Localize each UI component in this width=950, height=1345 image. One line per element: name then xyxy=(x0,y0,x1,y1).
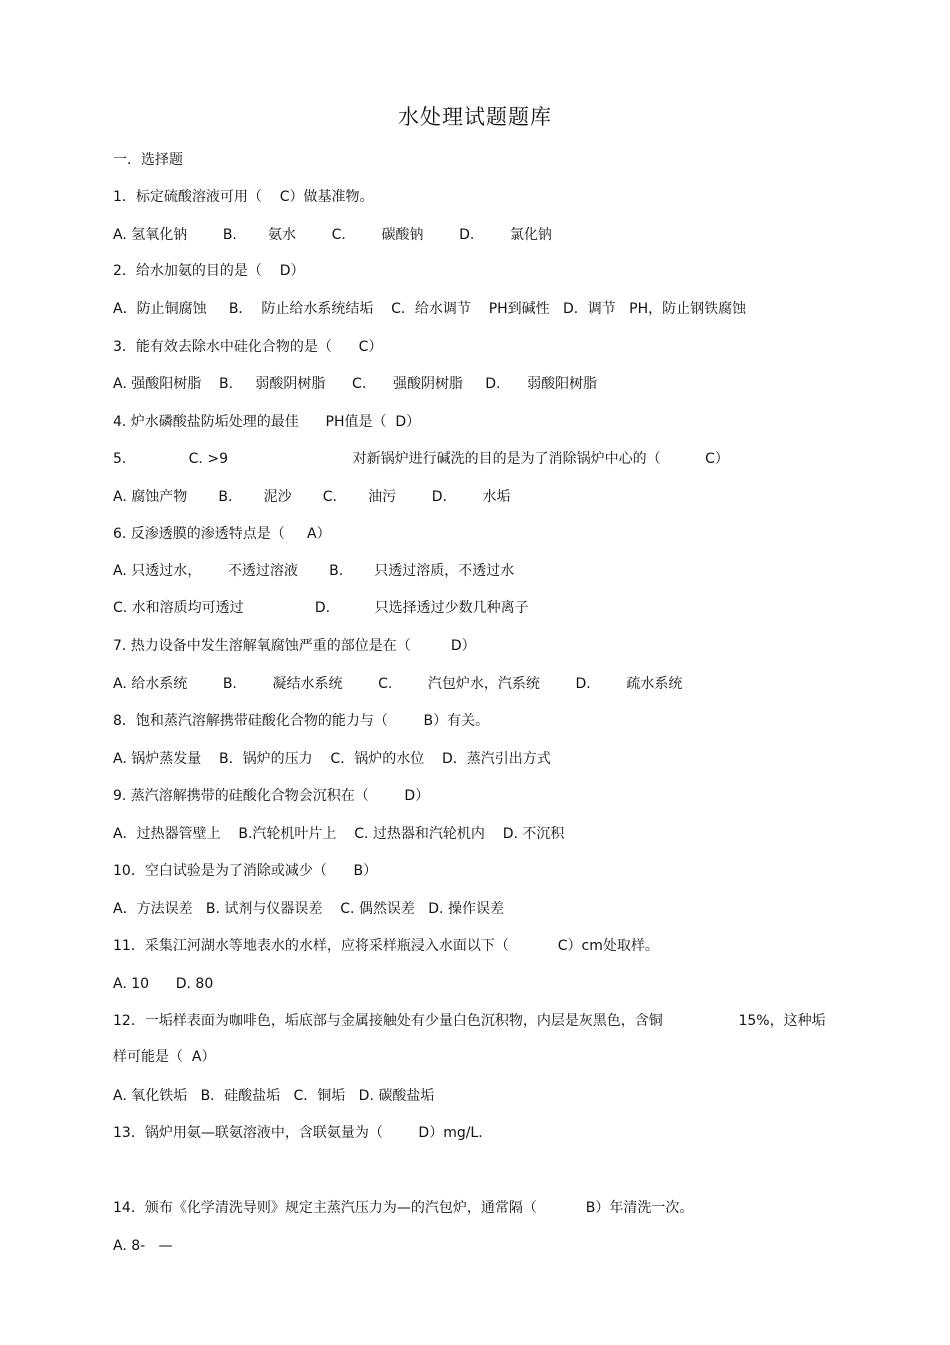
options-2: A．防止铜腐蚀 B． 防止给水系统结垢 C．给水调节 PH到碱性 D．调节 PH，防止钢铁腐蚀 xyxy=(113,301,747,317)
options-7: A. 给水系统 B. 凝结水系统 C. 汽包炉水，汽系统 D. 疏水系统 xyxy=(113,676,683,692)
options-6b: C. 水和溶质均可透过 D. 只选择透过少数几种离子 xyxy=(113,600,529,616)
options-10: A．方法误差 B. 试剂与仪器误差 C. 偶然误差 D. 操作误差 xyxy=(113,901,504,917)
question-2: 2．给水加氨的目的是（ D） xyxy=(113,263,305,279)
question-12: 12．一垢样表面为咖啡色，垢底部与金属接触处有少量白色沉积物，内层是灰黑色，含铜 15%，这种垢 xyxy=(113,1013,826,1029)
options-3: A. 强酸阳树脂 B. 弱酸阴树脂 C. 强酸阴树脂 D. 弱酸阳树脂 xyxy=(113,376,598,392)
options-14: A. 8- — xyxy=(113,1238,173,1254)
question-4: 4. 炉水磷酸盐防垢处理的最佳 PH值是（ D） xyxy=(113,414,421,430)
question-3: 3．能有效去除水中硅化合物的是（ C） xyxy=(113,339,383,355)
question-13: 13．锅炉用氨—联氨溶液中，含联氨量为（ D）mg/L. xyxy=(113,1125,483,1141)
question-5: 5. C. >9 对新锅炉进行碱洗的目的是为了消除锅炉中心的（ C） xyxy=(113,451,729,467)
question-14: 14．颁布《化学清洗导则》规定主蒸汽压力为—的汽包炉，通常隔（ B）年清洗一次。 xyxy=(113,1200,694,1216)
question-9: 9. 蒸汽溶解携带的硅酸化合物会沉积在（ D） xyxy=(113,788,430,804)
question-8: 8．饱和蒸汽溶解携带硅酸化合物的能力与（ B）有关。 xyxy=(113,713,490,729)
options-6a: A. 只透过水， 不透过溶液 B. 只透过溶质，不透过水 xyxy=(113,563,515,579)
section-heading: 一．选择题 xyxy=(113,152,183,168)
question-6: 6. 反渗透膜的渗透特点是（ A） xyxy=(113,526,331,542)
options-8: A. 锅炉蒸发量 B．锅炉的压力 C．锅炉的水位 D．蒸汽引出方式 xyxy=(113,751,551,767)
options-9: A．过热器管壁上 B.汽轮机叶片上 C. 过热器和汽轮机内 D. 不沉积 xyxy=(113,826,565,842)
options-12: A. 氧化铁垢 B．硅酸盐垢 C．铜垢 D. 碳酸盐垢 xyxy=(113,1088,435,1104)
question-7: 7. 热力设备中发生溶解氧腐蚀严重的部位是在（ D） xyxy=(113,638,476,654)
options-11: A. 10 D. 80 xyxy=(113,976,214,992)
question-11: 11．采集江河湖水等地表水的水样，应将采样瓶浸入水面以下（ C）cm处取样。 xyxy=(113,938,659,954)
options-5: A. 腐蚀产物 B. 泥沙 C. 油污 D. 水垢 xyxy=(113,489,511,505)
document-title: 水处理试题题库 xyxy=(398,105,552,129)
question-1: 1．标定硫酸溶液可用（ C）做基准物。 xyxy=(113,189,374,205)
question-12-cont: 样可能是（ A） xyxy=(113,1049,216,1065)
options-1: A. 氢氧化钠 B. 氨水 C. 碳酸钠 D. 氯化钠 xyxy=(113,227,552,243)
question-10: 10．空白试验是为了消除或减少（ B） xyxy=(113,863,378,879)
